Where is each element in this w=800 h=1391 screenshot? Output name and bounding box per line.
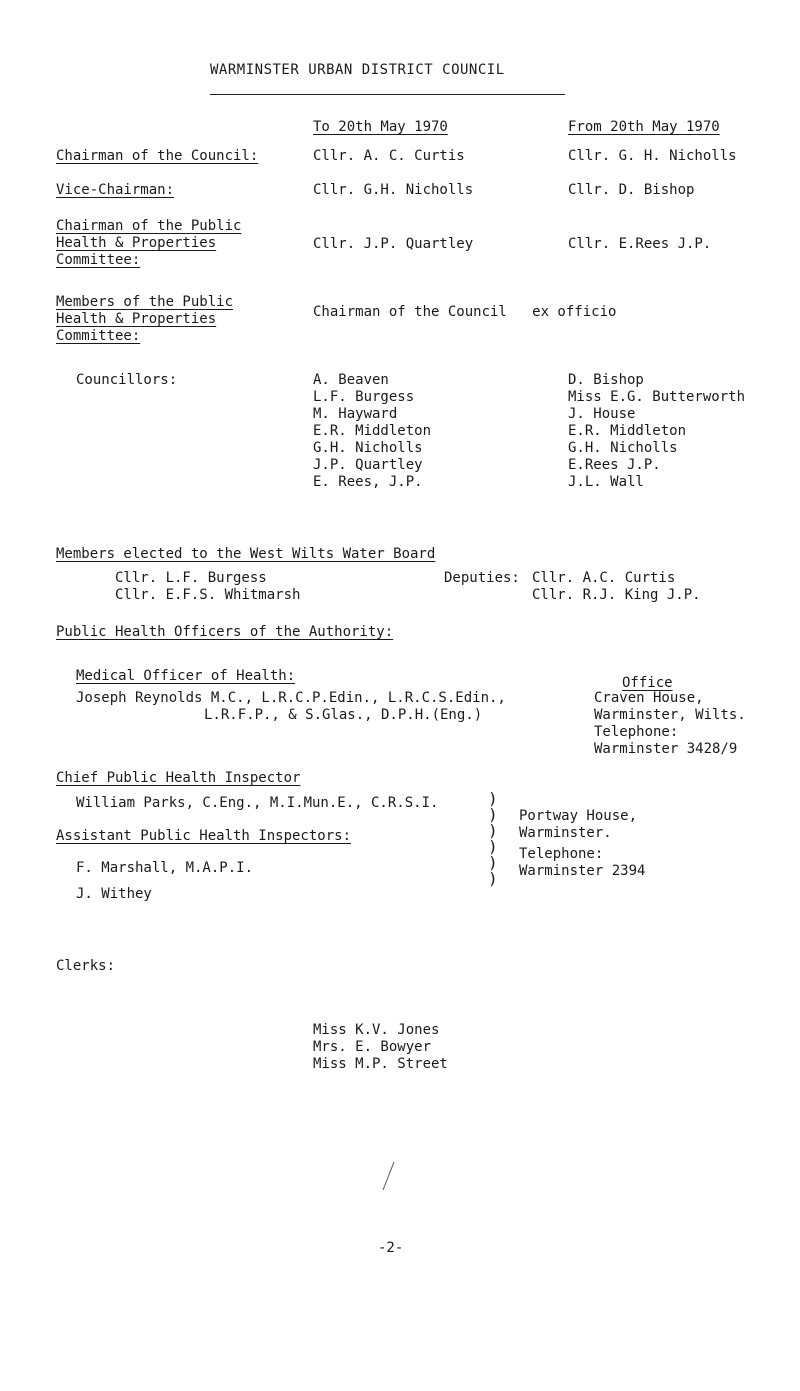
public-health-heading: Public Health Officers of the Authority: bbox=[56, 624, 394, 640]
health-chair-label-line: Committee: bbox=[56, 252, 141, 268]
members-label-line: Committee: bbox=[56, 328, 141, 344]
title-rule bbox=[210, 94, 565, 95]
office-heading: Office bbox=[622, 675, 673, 691]
bracket-glyph: ) bbox=[488, 853, 498, 872]
health-chair-label-line: Health & Properties bbox=[56, 235, 217, 251]
vice-chairman-to: Cllr. G.H. Nicholls bbox=[313, 182, 474, 198]
office-address-line: Warminster, Wilts. bbox=[594, 707, 746, 723]
water-board-heading: Members elected to the West Wilts Water Board bbox=[56, 546, 436, 562]
health-chair-label-line: Chairman of the Public bbox=[56, 218, 242, 234]
moh-name-line: L.R.F.P., & S.Glas., D.P.H.(Eng.) bbox=[204, 707, 483, 723]
vice-chairman-label: Vice-Chairman: bbox=[56, 182, 175, 198]
councillor-name: G.H. Nicholls bbox=[313, 440, 423, 456]
health-chair-from: Cllr. E.Rees J.P. bbox=[568, 236, 712, 252]
councillor-name: Miss E.G. Butterworth bbox=[568, 389, 746, 405]
clerk-name: Miss K.V. Jones bbox=[313, 1022, 440, 1038]
office-address-line: Warminster 3428/9 bbox=[594, 741, 738, 757]
councillor-name: E.R. Middleton bbox=[313, 423, 432, 439]
deputies-label: Deputies: bbox=[444, 570, 520, 586]
office-address-line: Craven House, bbox=[594, 690, 704, 706]
bracket-glyph: ) bbox=[488, 789, 498, 808]
bracket-glyph: ) bbox=[488, 821, 498, 840]
members-label-line: Members of the Public bbox=[56, 294, 234, 310]
councillor-name: G.H. Nicholls bbox=[568, 440, 678, 456]
assistant-inspector-name: F. Marshall, M.A.P.I. bbox=[76, 860, 254, 876]
chief-inspector-heading: Chief Public Health Inspector bbox=[56, 770, 301, 786]
vice-chairman-from: Cllr. D. Bishop bbox=[568, 182, 695, 198]
councillor-name: E. Rees, J.P. bbox=[313, 474, 423, 490]
scan-mark bbox=[380, 1160, 396, 1192]
bracket-glyph: ) bbox=[488, 805, 498, 824]
health-chair-label bbox=[56, 218, 241, 269]
water-board-deputies bbox=[532, 570, 701, 604]
members-label bbox=[56, 294, 233, 345]
water-board-members bbox=[115, 570, 300, 604]
chairman-from: Cllr. G. H. Nicholls bbox=[568, 148, 737, 164]
inspectors-telephone bbox=[519, 846, 645, 880]
bracket-glyph: ) bbox=[488, 869, 498, 888]
office-address bbox=[594, 690, 746, 758]
health-chair-to: Cllr. J.P. Quartley bbox=[313, 236, 474, 252]
councillors-label: Councillors: bbox=[76, 372, 178, 388]
grouping-bracket bbox=[488, 791, 498, 887]
councillor-name: E.Rees J.P. bbox=[568, 457, 661, 473]
column-heading-to: To 20th May 1970 bbox=[313, 119, 448, 135]
councillor-name: A. Beaven bbox=[313, 372, 389, 388]
water-board-member: Cllr. E.F.S. Whitmarsh bbox=[115, 587, 301, 603]
councillor-name: J. House bbox=[568, 406, 636, 422]
page-number: -2- bbox=[378, 1240, 404, 1256]
ex-officio-line: Chairman of the Council ex officio bbox=[313, 304, 617, 320]
clerk-name: Miss M.P. Street bbox=[313, 1056, 448, 1072]
assistant-inspector-name: J. Withey bbox=[76, 886, 152, 902]
inspectors-telephone-line: Telephone: bbox=[519, 846, 604, 862]
clerk-name: Mrs. E. Bowyer bbox=[313, 1039, 432, 1055]
moh-name-line: Joseph Reynolds M.C., L.R.C.P.Edin., L.R.C.S.Edin., bbox=[76, 690, 506, 706]
clerks-label: Clerks: bbox=[56, 958, 116, 974]
councillors-column-1 bbox=[313, 372, 431, 491]
councillor-name: D. Bishop bbox=[568, 372, 644, 388]
councillor-name: M. Hayward bbox=[313, 406, 398, 422]
councillors-column-2 bbox=[568, 372, 745, 491]
bracket-glyph: ) bbox=[488, 837, 498, 856]
water-board-deputy: Cllr. R.J. King J.P. bbox=[532, 587, 701, 603]
moh-heading: Medical Officer of Health: bbox=[76, 668, 296, 684]
chairman-label: Chairman of the Council: bbox=[56, 148, 259, 164]
inspectors-address-line: Warminster. bbox=[519, 825, 612, 841]
office-address-line: Telephone: bbox=[594, 724, 679, 740]
inspectors-address-line: Portway House, bbox=[519, 808, 638, 824]
members-label-line: Health & Properties bbox=[56, 311, 217, 327]
councillor-name: L.F. Burgess bbox=[313, 389, 415, 405]
inspectors-address bbox=[519, 808, 637, 842]
chairman-to: Cllr. A. C. Curtis bbox=[313, 148, 465, 164]
assistant-inspectors-heading: Assistant Public Health Inspectors: bbox=[56, 828, 352, 844]
councillor-name: J.P. Quartley bbox=[313, 457, 423, 473]
water-board-deputy: Cllr. A.C. Curtis bbox=[532, 570, 676, 586]
councillor-name: E.R. Middleton bbox=[568, 423, 687, 439]
chief-inspector-name: William Parks, C.Eng., M.I.Mun.E., C.R.S.I. bbox=[76, 795, 439, 811]
column-heading-from: From 20th May 1970 bbox=[568, 119, 720, 135]
clerks-list bbox=[313, 1022, 448, 1073]
councillor-name: J.L. Wall bbox=[568, 474, 644, 490]
water-board-member: Cllr. L.F. Burgess bbox=[115, 570, 267, 586]
page-title: WARMINSTER URBAN DISTRICT COUNCIL bbox=[210, 62, 505, 78]
inspectors-telephone-line: Warminster 2394 bbox=[519, 863, 646, 879]
